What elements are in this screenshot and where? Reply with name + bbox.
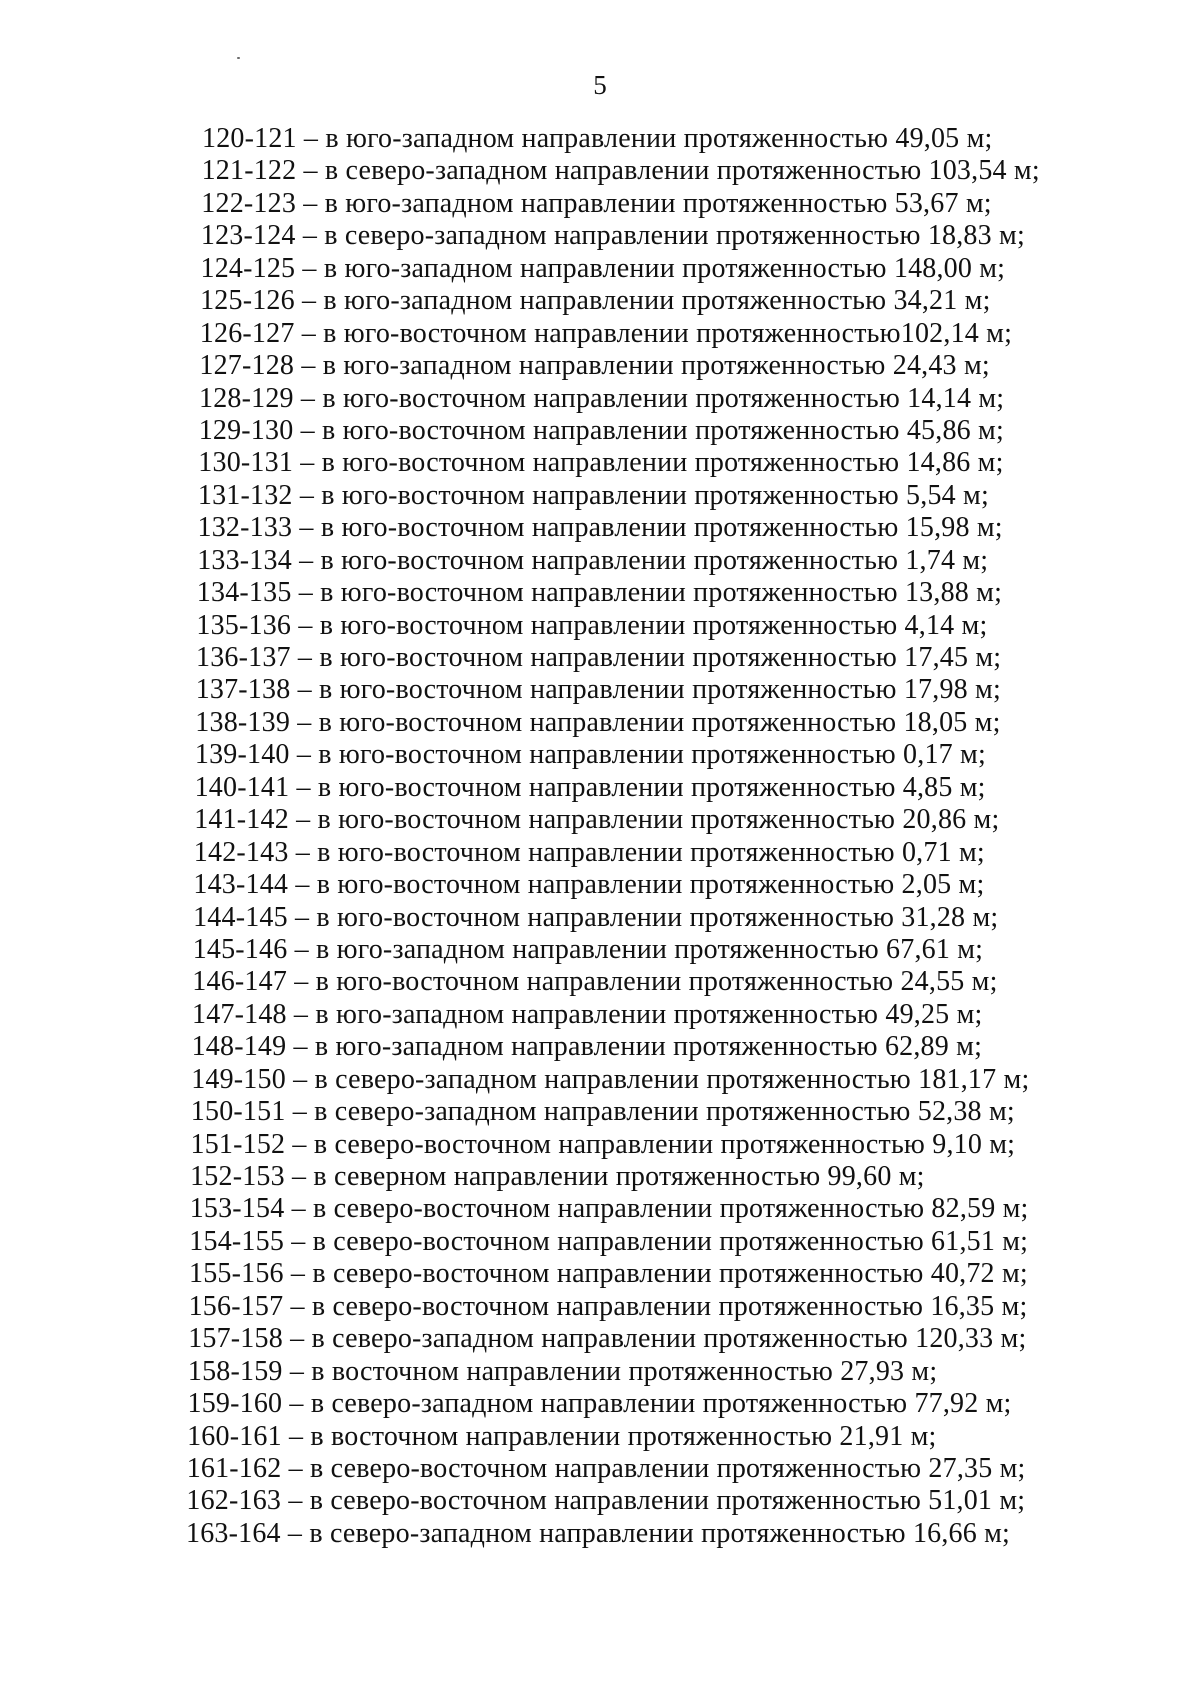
boundary-line: 144-145 – в юго-восточном направлении протяженностью 31,28 м; <box>193 901 999 933</box>
boundary-line: 136-137 – в юго-восточном направлении протяженностью 17,45 м; <box>196 642 1002 673</box>
boundary-line: 138-139 – в юго-восточном направлении протяженностью 18,05 м; <box>195 706 1001 738</box>
boundary-line: 155-156 – в северо-восточном направлении протяженностью 40,72 м; <box>189 1258 1028 1290</box>
boundary-line: 131-132 – в юго-восточном направлении протяженностью 5,54 м; <box>197 479 989 511</box>
boundary-line: 160-161 – в восточном направлении протяженностью 21,91 м; <box>187 1420 937 1452</box>
boundary-line: 125-126 – в юго-западном направлении протяженностью 34,21 м; <box>200 285 991 317</box>
boundary-line: 129-130 – в юго-восточном направлении протяженностью 45,86 м; <box>198 414 1004 446</box>
boundary-line: 132-133 – в юго-восточном направлении протяженностью 15,98 м; <box>197 512 1003 544</box>
boundary-line: 139-140 – в юго-восточном направлении протяженностью 0,17 м; <box>194 739 986 771</box>
boundary-line: 137-138 – в юго-восточном направлении протяженностью 17,98 м; <box>195 674 1001 706</box>
boundary-line: 146-147 – в юго-восточном направлении протяженностью 24,55 м; <box>192 966 998 998</box>
boundary-line: 151-152 – в северо-восточном направлении протяженностью 9,10 м; <box>190 1128 1016 1160</box>
boundary-line: 122-123 – в юго-западном направлении протяженностью 53,67 м; <box>201 187 992 219</box>
boundary-line: 149-150 – в северо-западном направлении протяженностью 181,17 м; <box>191 1063 1030 1095</box>
boundary-line: 134-135 – в юго-восточном направлении протяженностью 13,88 м; <box>196 577 1003 609</box>
boundary-line: 147-148 – в юго-западном направлении протяженностью 49,25 м; <box>192 998 983 1030</box>
boundary-line: 143-144 – в юго-восточном направлении протяженностью 2,05 м; <box>193 869 985 901</box>
boundary-line: 140-141 – в юго-восточном направлении протяженностью 4,85 м; <box>194 771 986 803</box>
boundary-line: 162-163 – в северо-восточном направлении протяженностью 51,01 м; <box>186 1485 1026 1517</box>
boundary-line: 121-122 – в северо-западном направлении протяженностью 103,54 м; <box>201 155 1040 187</box>
boundary-line: 157-158 – в северо-западном направлении протяженностью 120,33 м; <box>188 1323 1027 1355</box>
boundary-line: 130-131 – в юго-восточном направлении протяженностью 14,86 м; <box>198 447 1004 479</box>
boundary-line: 133-134 – в юго-восточном направлении протяженностью 1,74 м; <box>197 544 989 576</box>
boundary-line: 128-129 – в юго-восточном направлении протяженностью 14,14 м; <box>199 382 1005 414</box>
page-number: 5 <box>593 70 607 100</box>
boundary-line: 124-125 – в юго-западном направлении протяженностью 148,00 м; <box>200 252 1006 284</box>
boundary-line: 158-159 – в восточном направлении протяженностью 27,93 м; <box>187 1355 938 1387</box>
boundary-line: 135-136 – в юго-восточном направлении протяженностью 4,14 м; <box>196 609 988 641</box>
boundary-line: 156-157 – в северо-восточном направлении протяженностью 16,35 м; <box>188 1290 1028 1322</box>
boundary-line: 153-154 – в северо-восточном направлении протяженностью 82,59 м; <box>189 1193 1029 1225</box>
boundary-line: 127-128 – в юго-западном направлении протяженностью 24,43 м; <box>199 350 990 382</box>
boundary-line: 120-121 – в юго-западном направлении протяженностью 49,05 м; <box>202 123 993 154</box>
boundary-line: 150-151 – в северо-западном направлении протяженностью 52,38 м; <box>190 1096 1015 1128</box>
boundary-line: 161-162 – в северо-восточном направлении протяженностью 27,35 м; <box>186 1452 1026 1484</box>
boundary-line: 163-164 – в северо-западном направлении протяженностью 16,66 м; <box>186 1517 1011 1549</box>
boundary-line: 152-153 – в северном направлении протяженностью 99,60 м; <box>190 1161 925 1192</box>
boundary-line: 154-155 – в северо-восточном направлении протяженностью 61,51 м; <box>189 1225 1029 1257</box>
scan-speck <box>237 57 240 59</box>
boundary-line: 159-160 – в северо-западном направлении протяженностью 77,92 м; <box>187 1388 1012 1420</box>
boundary-line: 145-146 – в юго-западном направлении протяженностью 67,61 м; <box>192 933 984 965</box>
boundary-line: 148-149 – в юго-западном направлении протяженностью 62,89 м; <box>191 1031 983 1063</box>
boundary-line: 126-127 – в юго-восточном направлении протяженностью102,14 м; <box>199 317 1013 349</box>
boundary-description-list <box>0 123 1200 1550</box>
boundary-line: 141-142 – в юго-восточном направлении протяженностью 20,86 м; <box>194 804 1000 836</box>
boundary-line: 123-124 – в северо-западном направлении протяженностью 18,83 м; <box>200 220 1025 252</box>
boundary-line: 142-143 – в юго-восточном направлении протяженностью 0,71 м; <box>193 836 985 868</box>
